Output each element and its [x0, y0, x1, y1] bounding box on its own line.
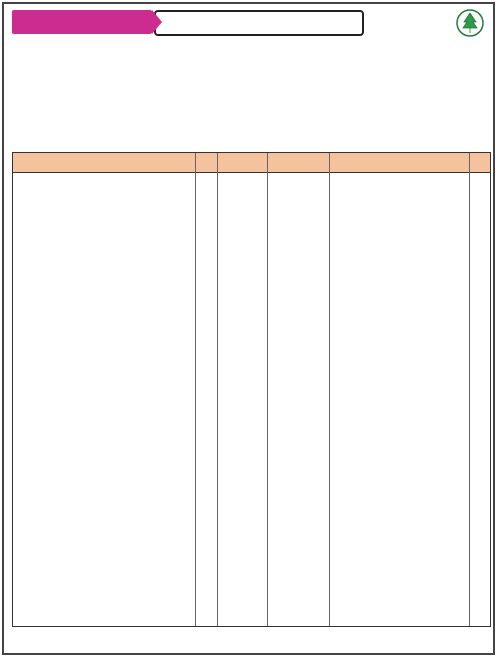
header-conditions: [11, 153, 196, 173]
header-duration: [196, 153, 218, 173]
footer-signature: [14, 631, 214, 647]
ad-number: [12, 10, 152, 34]
header-base: [268, 153, 330, 173]
advertisement-page: [2, 2, 495, 655]
table-header: [13, 153, 490, 173]
intro-right-column: [253, 40, 483, 59]
tender-table: [12, 152, 491, 627]
table-body: [13, 173, 490, 628]
tehran-municipality-logo-icon: [455, 8, 485, 38]
header-idx: [470, 153, 490, 173]
header-subject: [330, 153, 470, 173]
header-deposit: [218, 153, 268, 173]
ad-title: [154, 10, 364, 36]
